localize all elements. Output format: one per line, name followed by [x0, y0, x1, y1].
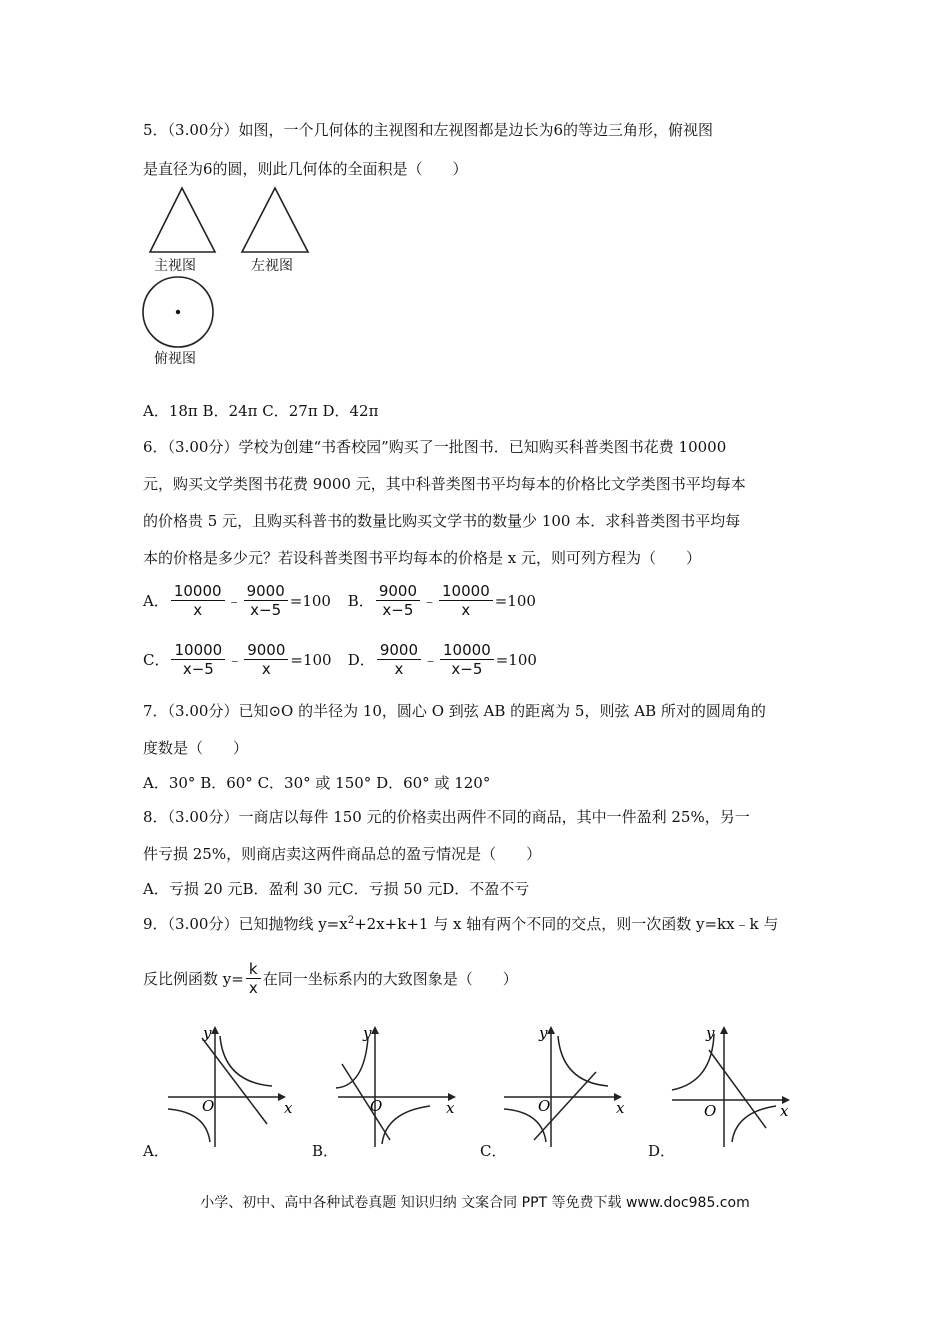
- graph-a-origin: O: [202, 1097, 215, 1115]
- q9-line2: [143, 960, 518, 997]
- q8-line2: 件亏损 25%，则商店卖这两件商品总的盈亏情况是（ ）: [143, 845, 542, 863]
- graph-d-line: [709, 1050, 766, 1128]
- graph-c-origin: O: [538, 1097, 551, 1115]
- q9-graph-d: [664, 1022, 799, 1152]
- q6-d-num1: 9000: [377, 641, 421, 660]
- graph-c-label: C．: [480, 1142, 507, 1160]
- q6-b-rhs: =100: [494, 591, 536, 610]
- graph-a-hyperbola-q1: [220, 1036, 272, 1086]
- q7-line2: 度数是（ ）: [143, 739, 249, 757]
- q6-a-den1: x: [193, 601, 203, 619]
- q6-a-num2: 9000: [244, 582, 288, 601]
- q9-graph-c: [496, 1022, 631, 1152]
- q9-graph-a: [160, 1022, 295, 1152]
- q6-c-frac1: [171, 641, 225, 678]
- q6-c-minus: ﹣: [227, 651, 243, 669]
- graph-b-origin: O: [370, 1097, 383, 1115]
- q6-line3: 的价格贵 5 元，且购买科普书的数量比购买文学书的数量少 100 本．求科普类图书平均每: [143, 512, 741, 530]
- footer-ad-text: 小学、初中、高中各种试卷真题 知识归纳 文案合同 PPT 等免费下载 www.doc985.com: [200, 1195, 750, 1211]
- q8-options: A．亏损 20 元B．盈利 30 元C．亏损 50 元D．不盈不亏: [143, 880, 530, 898]
- q6-option-a-label: A．: [143, 592, 169, 610]
- left-view-triangle: [242, 188, 308, 252]
- q6-c-num1: 10000: [171, 641, 225, 660]
- q6-d-num2: 10000: [440, 641, 494, 660]
- q6-option-c-label: C．: [143, 651, 170, 669]
- q6-option-b-label: B．: [347, 592, 374, 610]
- q9-exponent: 2: [347, 915, 355, 926]
- q6-a-minus: ﹣: [226, 592, 242, 610]
- q6-line4: 本的价格是多少元？若设科普类图书平均每本的价格是 x 元，则可列方程为（ ）: [143, 549, 701, 567]
- graph-d-origin: O: [704, 1102, 717, 1120]
- q6-c-frac2: [244, 641, 288, 678]
- q6-option-d-label: D．: [347, 651, 375, 669]
- graph-b-x-label: x: [446, 1099, 455, 1117]
- q6-b-frac1: [376, 582, 420, 619]
- q6-option-a: [143, 582, 343, 619]
- q9-graph-b: [330, 1022, 465, 1152]
- q6-b-frac2: [439, 582, 493, 619]
- q6-line1: 6．（3.00分）学校为创建“书香校园”购买了一批图书．已知购买科普类图书花费 10000: [143, 438, 727, 456]
- q5-line2: 是直径为6的圆，则此几何体的全面积是（ ）: [143, 160, 468, 178]
- q9-frac-num: k: [246, 960, 261, 979]
- graph-b-y-label: y: [363, 1024, 372, 1042]
- graph-c-x-label: x: [616, 1099, 625, 1117]
- graph-a-label: A．: [143, 1142, 169, 1160]
- top-view-label: 俯视图: [154, 351, 196, 367]
- q6-c-den1: x−5: [182, 660, 214, 678]
- left-view-label: 左视图: [251, 258, 293, 274]
- q6-b-den2: x: [461, 601, 471, 619]
- q9-line2-post: 在同一坐标系内的大致图象是（ ）: [262, 970, 518, 988]
- q6-c-den2: x: [261, 660, 271, 678]
- q5-line1: 5．（3.00分）如图，一个几何体的主视图和左视图都是边长为6的等边三角形，俯视图: [143, 121, 713, 139]
- q9-line2-pre: 反比例函数 y=: [143, 970, 244, 988]
- q6-b-num1: 9000: [376, 582, 420, 601]
- graph-b-label: B．: [312, 1142, 339, 1160]
- q9-frac-k-over-x: [246, 960, 261, 997]
- q6-b-minus: ﹣: [422, 592, 438, 610]
- q6-options-row2: [143, 641, 537, 678]
- top-view-center-dot: [176, 310, 180, 314]
- q6-b-num2: 10000: [439, 582, 493, 601]
- q6-c-rhs: =100: [290, 650, 332, 669]
- q6-line2: 元，购买文学类图书花费 9000 元，其中科普类图书平均每本的价格比文学类图书平均每本: [143, 475, 746, 493]
- q6-d-den2: x−5: [451, 660, 483, 678]
- graph-d-hyperbola-q2: [672, 1034, 714, 1090]
- q6-d-frac2: [440, 641, 494, 678]
- q5-three-views-figure: [140, 185, 320, 375]
- graph-a-y-label: y: [203, 1024, 212, 1042]
- q6-option-d: [348, 641, 537, 678]
- q7-options: A．30° B．60° C．30° 或 150° D．60° 或 120°: [143, 774, 491, 792]
- q6-a-den2: x−5: [250, 601, 282, 619]
- graph-d-x-label: x: [780, 1102, 789, 1120]
- q6-a-num1: 10000: [171, 582, 225, 601]
- q6-options-row1: [143, 582, 536, 619]
- q6-a-frac2: [244, 582, 288, 619]
- q6-c-num2: 9000: [244, 641, 288, 660]
- q8-line1: 8．（3.00分）一商店以每件 150 元的价格卖出两件不同的商品，其中一件盈利 25%，另一: [143, 808, 750, 826]
- q6-a-frac1: [171, 582, 225, 619]
- q7-line1: 7．（3.00分）已知⊙O 的半径为 10，圆心 O 到弦 AB 的距离为 5，则弦 AB 所对的圆周角的: [143, 702, 766, 720]
- q6-b-den1: x−5: [382, 601, 414, 619]
- graph-c-y-label: y: [539, 1024, 548, 1042]
- q9-line1-pre: 9．（3.00分）已知抛物线 y=x: [143, 915, 348, 933]
- graph-c-hyperbola-q1: [558, 1036, 608, 1086]
- front-view-label: 主视图: [154, 258, 196, 274]
- q5-options: A．18π B．24π C．27π D．42π: [143, 402, 379, 420]
- q6-option-b: [348, 582, 536, 619]
- graph-d-y-label: y: [706, 1024, 715, 1042]
- q6-d-den1: x: [394, 660, 404, 678]
- q9-line1: [143, 913, 778, 934]
- q6-option-c: [143, 641, 343, 678]
- graph-b-line: [342, 1064, 390, 1140]
- q6-a-rhs: =100: [289, 591, 331, 610]
- q9-frac-den: x: [248, 979, 258, 997]
- graph-d-label: D．: [648, 1142, 676, 1160]
- q9-line1-post: +2x+k+1 与 x 轴有两个不同的交点，则一次函数 y=kx﹣k 与: [354, 915, 779, 933]
- graph-a-x-label: x: [284, 1099, 293, 1117]
- front-view-triangle: [150, 188, 215, 252]
- q6-d-frac1: [377, 641, 421, 678]
- q6-d-rhs: =100: [495, 650, 537, 669]
- q6-d-minus: ﹣: [423, 651, 439, 669]
